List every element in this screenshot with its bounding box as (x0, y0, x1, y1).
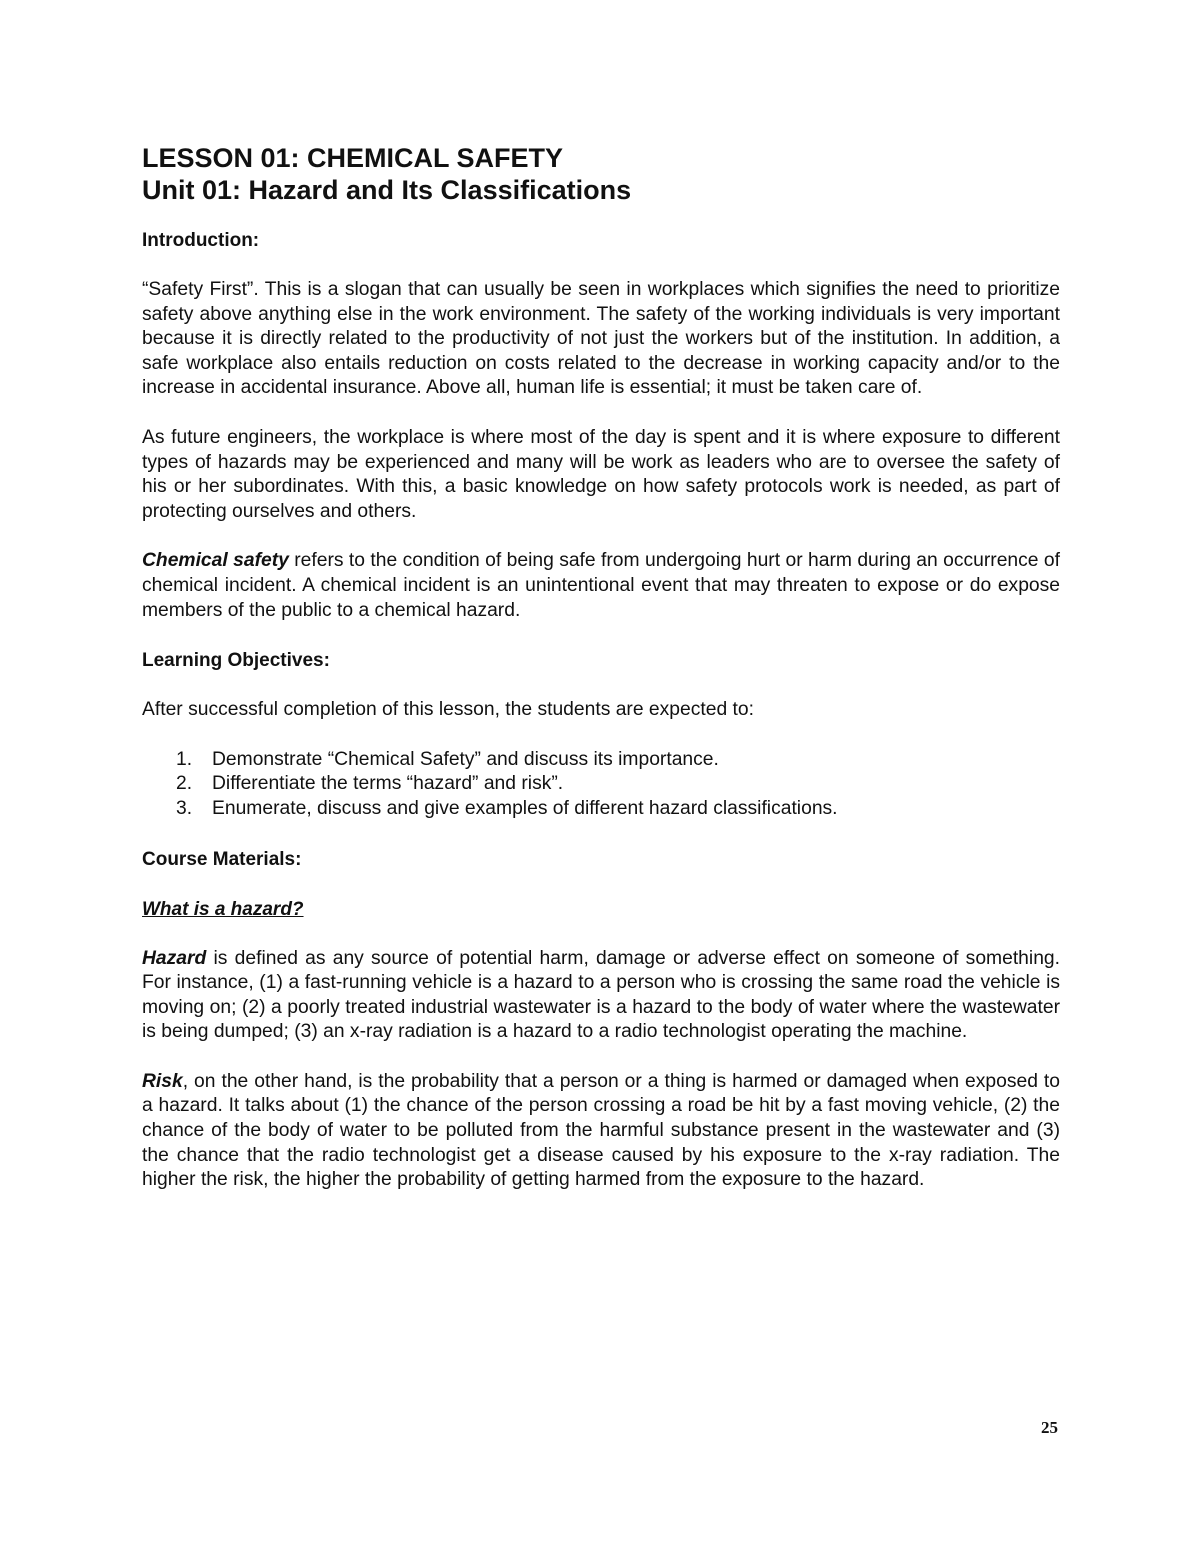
list-item (142, 772, 1060, 797)
risk-definition: , on the other hand, is the probability that a person or a thing is harmed or damaged when exposed to a hazard. It talks about (1) the chance of the person crossing a road be hit by a fast moving vehicle, (2) the chance of the body of water to be polluted from the harmful substance present in the wastewater and (3) the chance that the radio technologist get a disease caused by his exposure to the x-ray radiation. The higher the risk, the higher the probability of getting harmed from the exposure to the hazard. (142, 1070, 1060, 1191)
chemical-safety-definition: refers to the condition of being safe from undergoing hurt or harm during an occurrence of chemical incident. A chemical incident is an unintentional event that may threaten to expose or do expose members of the public to a chemical hazard. (142, 550, 1060, 621)
list-item (142, 797, 1060, 822)
document-page (142, 142, 1060, 1193)
list-item (142, 748, 1060, 773)
list-item-text: Differentiate the terms “hazard” and risk”. (212, 773, 564, 795)
intro-paragraph-1: “Safety First”. This is a slogan that can usually be seen in workplaces which signifies the need to prioritize safety above anything else in the work environment. The safety of the working individuals is very important because it is directly related to the productivity of not just the workers but of the institution. In addition, a safe workplace also entails reduction on costs related to the decrease in working capacity and/or to the increase in accidental insurance. Above all, human life is essential; it must be taken care of. (142, 279, 1060, 399)
lesson-title: LESSON 01: CHEMICAL SAFETY (142, 143, 564, 173)
chemical-safety-paragraph (142, 549, 1060, 623)
list-item-number: 3. (176, 797, 193, 819)
list-item-text: Demonstrate “Chemical Safety” and discuss its importance. (212, 748, 719, 770)
objectives-intro: After successful completion of this lesson, the students are expected to: (142, 699, 754, 721)
risk-paragraph (142, 1070, 1060, 1193)
objectives-list (142, 748, 1060, 822)
chemical-safety-term: Chemical safety (142, 550, 289, 572)
hazard-paragraph (142, 947, 1060, 1045)
hazard-term: Hazard (142, 947, 207, 969)
hazard-definition: is defined as any source of potential harm, damage or adverse effect on someone of something. For instance, (1) a fast-running vehicle is a hazard to a person who is crossing the same road the vehicle is moving on; (2) a poorly treated industrial wastewater is a hazard to the body of water where the wastewater is being dumped; (3) an x-ray radiation is a hazard to a radio technologist operating the machine. (142, 947, 1060, 1043)
introduction-heading: Introduction: (142, 230, 260, 251)
course-materials-heading: Course Materials: (142, 848, 302, 870)
list-item-number: 2. (176, 773, 193, 795)
learning-objectives-heading: Learning Objectives: (142, 650, 330, 672)
list-item-text: Enumerate, discuss and give examples of different hazard classifications. (212, 797, 838, 819)
intro-paragraph-2: As future engineers, the workplace is where most of the day is spent and it is where exposure to different types of hazards may be experienced and many will be work as leaders who are to oversee the safety of his or her subordinates. With this, a basic knowledge on how safety protocols work is needed, as part of protecting ourselves and others. (142, 426, 1060, 522)
risk-term: Risk (142, 1070, 183, 1092)
unit-title: Unit 01: Hazard and Its Classifications (142, 175, 632, 205)
list-item-number: 1. (176, 748, 193, 770)
what-is-hazard-heading: What is a hazard? (142, 898, 304, 920)
page-number: 25 (1041, 1418, 1058, 1437)
